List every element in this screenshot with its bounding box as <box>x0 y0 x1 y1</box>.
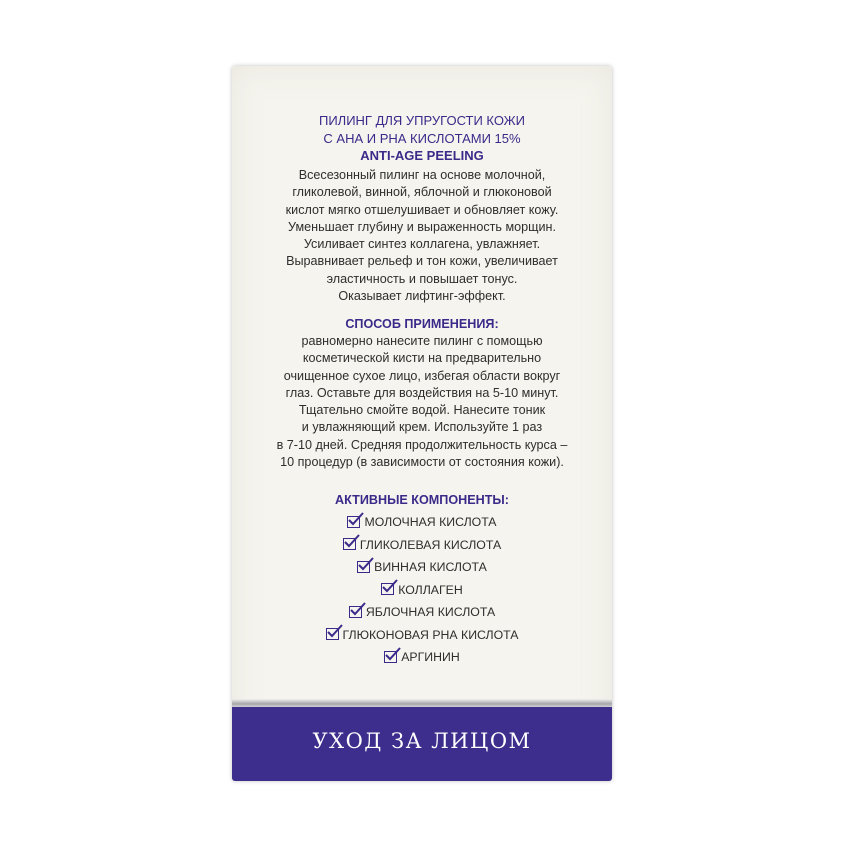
usage-line: в 7-10 дней. Средняя продолжительность курса – <box>276 437 568 452</box>
usage-line: глаз. Оставьте для воздействия на 5-10 минут. <box>285 385 559 400</box>
components-heading: АКТИВНЫЕ КОМПОНЕНТЫ: <box>335 493 509 507</box>
usage-heading: СПОСОБ ПРИМЕНЕНИЯ: <box>345 317 499 331</box>
checkbox-checked-icon <box>326 628 339 640</box>
silver-stripe <box>232 699 612 707</box>
component-label: ГЛИКОЛЕВАЯ КИСЛОТА <box>359 537 502 552</box>
checkbox-checked-icon <box>381 583 394 595</box>
component-item <box>232 511 612 534</box>
component-item <box>232 624 612 647</box>
components-list <box>232 511 612 669</box>
product-title-line-2: С АНА И РНА КИСЛОТАМИ 15% <box>323 130 521 146</box>
description-line: Выравнивает рельеф и тон кожи, увеличивает <box>286 254 558 269</box>
checkbox-checked-icon <box>384 651 397 663</box>
checkbox-checked-icon <box>343 538 356 550</box>
footer-label: УХОД ЗА ЛИЦОМ <box>312 729 532 753</box>
product-box <box>232 66 612 781</box>
usage-line: Тщательно смойте водой. Нанесите тоник <box>298 403 546 418</box>
component-item <box>232 534 612 557</box>
description-line: Оказывает лифтинг-эффект. <box>338 289 506 304</box>
component-label: ВИННАЯ КИСЛОТА <box>374 560 487 574</box>
component-label: АРГИНИН <box>401 650 460 664</box>
usage-line: косметической кисти на предварительно <box>302 351 542 366</box>
product-title-line-1: ПИЛИНГ ДЛЯ УПРУГОСТИ КОЖИ <box>318 113 526 128</box>
component-label: МОЛОЧНАЯ КИСЛОТА <box>364 515 497 529</box>
usage-line: очищенное сухое лицо, избегая области вокруг <box>283 368 561 383</box>
checkbox-checked-icon <box>347 516 360 528</box>
usage-line: 10 процедур (в зависимости от состояния кожи). <box>280 455 564 470</box>
component-item <box>232 556 612 579</box>
product-subtitle: ANTI-AGE PEELING <box>360 148 484 163</box>
usage-section <box>232 316 612 471</box>
component-item <box>232 579 612 602</box>
component-item <box>232 646 612 669</box>
footer-band <box>232 707 612 781</box>
description-line: кислот мягко отшелушивает и обновляет кожу. <box>285 202 559 217</box>
usage-line: и увлажняющий крем. Используйте 1 раз <box>301 420 543 435</box>
component-label: ГЛЮКОНОВАЯ РНА КИСЛОТА <box>342 627 519 642</box>
component-label: ЯБЛОЧНАЯ КИСЛОТА <box>365 605 496 619</box>
component-label: КОЛЛАГЕН <box>398 582 463 597</box>
description-line: Уменьшает глубину и выраженность морщин. <box>288 219 556 234</box>
description-line: гликолевой, винной, яблочной и глюконовой <box>292 185 552 200</box>
description-line: эластичность и повышает тонус. <box>326 271 518 286</box>
component-item <box>232 601 612 624</box>
usage-line: равномерно нанесите пилинг с помощью <box>301 334 543 348</box>
checkbox-checked-icon <box>357 561 370 573</box>
description-line: Усиливает синтез коллагена, увлажняет. <box>303 237 541 252</box>
description-line: Всесезонный пилинг на основе молочной, <box>298 168 546 182</box>
product-description <box>232 167 612 305</box>
product-header <box>232 112 612 165</box>
components-heading-block <box>232 492 612 509</box>
checkbox-checked-icon <box>349 606 362 618</box>
